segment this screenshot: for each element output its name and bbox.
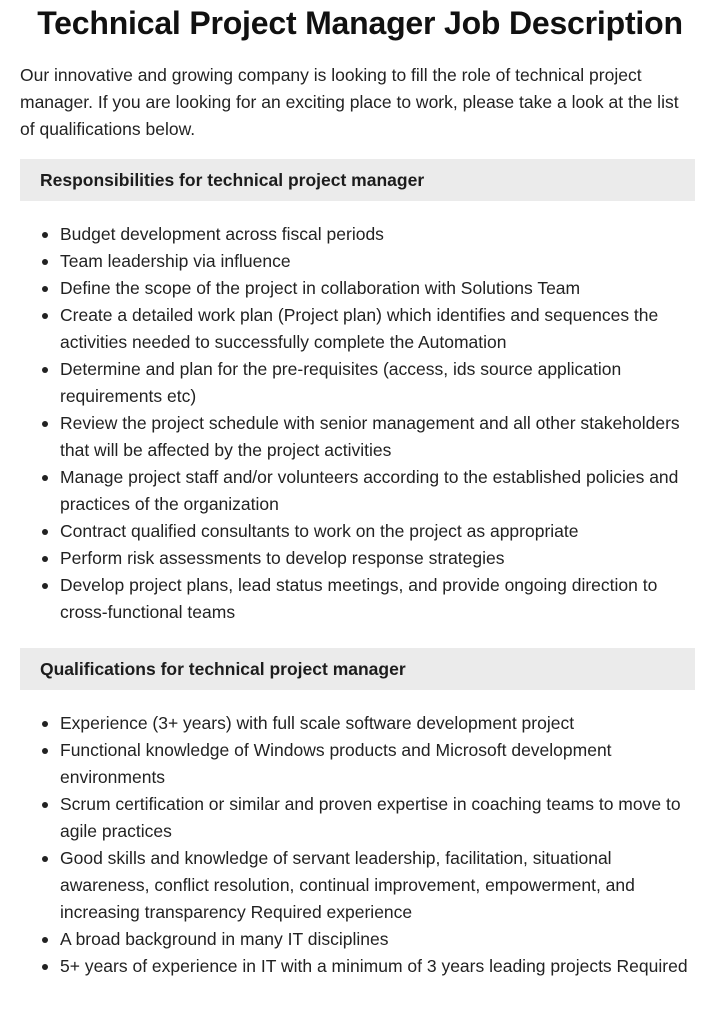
- page-title: Technical Project Manager Job Description: [37, 5, 683, 41]
- list-item: Scrum certification or similar and proven expertise in coaching teams to move to agile practices: [60, 791, 700, 845]
- intro-paragraph: Our innovative and growing company is looking to fill the role of technical project manager. If you are looking for an exciting place to work, please take a look at the list of qualifications below.: [20, 65, 679, 139]
- list-item: Develop project plans, lead status meetings, and provide ongoing direction to cross-functional teams: [60, 572, 700, 626]
- list-item: Determine and plan for the pre-requisites (access, ids source application requirements etc): [60, 356, 700, 410]
- list-item: Functional knowledge of Windows products and Microsoft development environments: [60, 737, 700, 791]
- list-item: Contract qualified consultants to work on the project as appropriate: [60, 518, 700, 545]
- list-item: Review the project schedule with senior management and all other stakeholders that will be affected by the project activities: [60, 410, 700, 464]
- list-item: A broad background in many IT disciplines: [60, 926, 700, 953]
- list-item: Perform risk assessments to develop response strategies: [60, 545, 700, 572]
- list-item: Budget development across fiscal periods: [60, 221, 700, 248]
- responsibilities-list: [20, 221, 700, 626]
- qualifications-list: [20, 710, 700, 980]
- list-item: Create a detailed work plan (Project plan) which identifies and sequences the activities needed to successfully complete the Automation: [60, 302, 700, 356]
- responsibilities-heading: Responsibilities for technical project manager: [20, 159, 695, 201]
- qualifications-heading: Qualifications for technical project manager: [20, 648, 695, 690]
- list-item: Define the scope of the project in collaboration with Solutions Team: [60, 275, 700, 302]
- list-item: Team leadership via influence: [60, 248, 700, 275]
- list-item: 5+ years of experience in IT with a minimum of 3 years leading projects Required: [60, 953, 700, 980]
- list-item: Experience (3+ years) with full scale software development project: [60, 710, 700, 737]
- list-item: Good skills and knowledge of servant leadership, facilitation, situational awareness, conflict resolution, continual improvement, empowerment, and increasing transparency Required experience: [60, 845, 700, 926]
- list-item: Manage project staff and/or volunteers according to the established policies and practices of the organization: [60, 464, 700, 518]
